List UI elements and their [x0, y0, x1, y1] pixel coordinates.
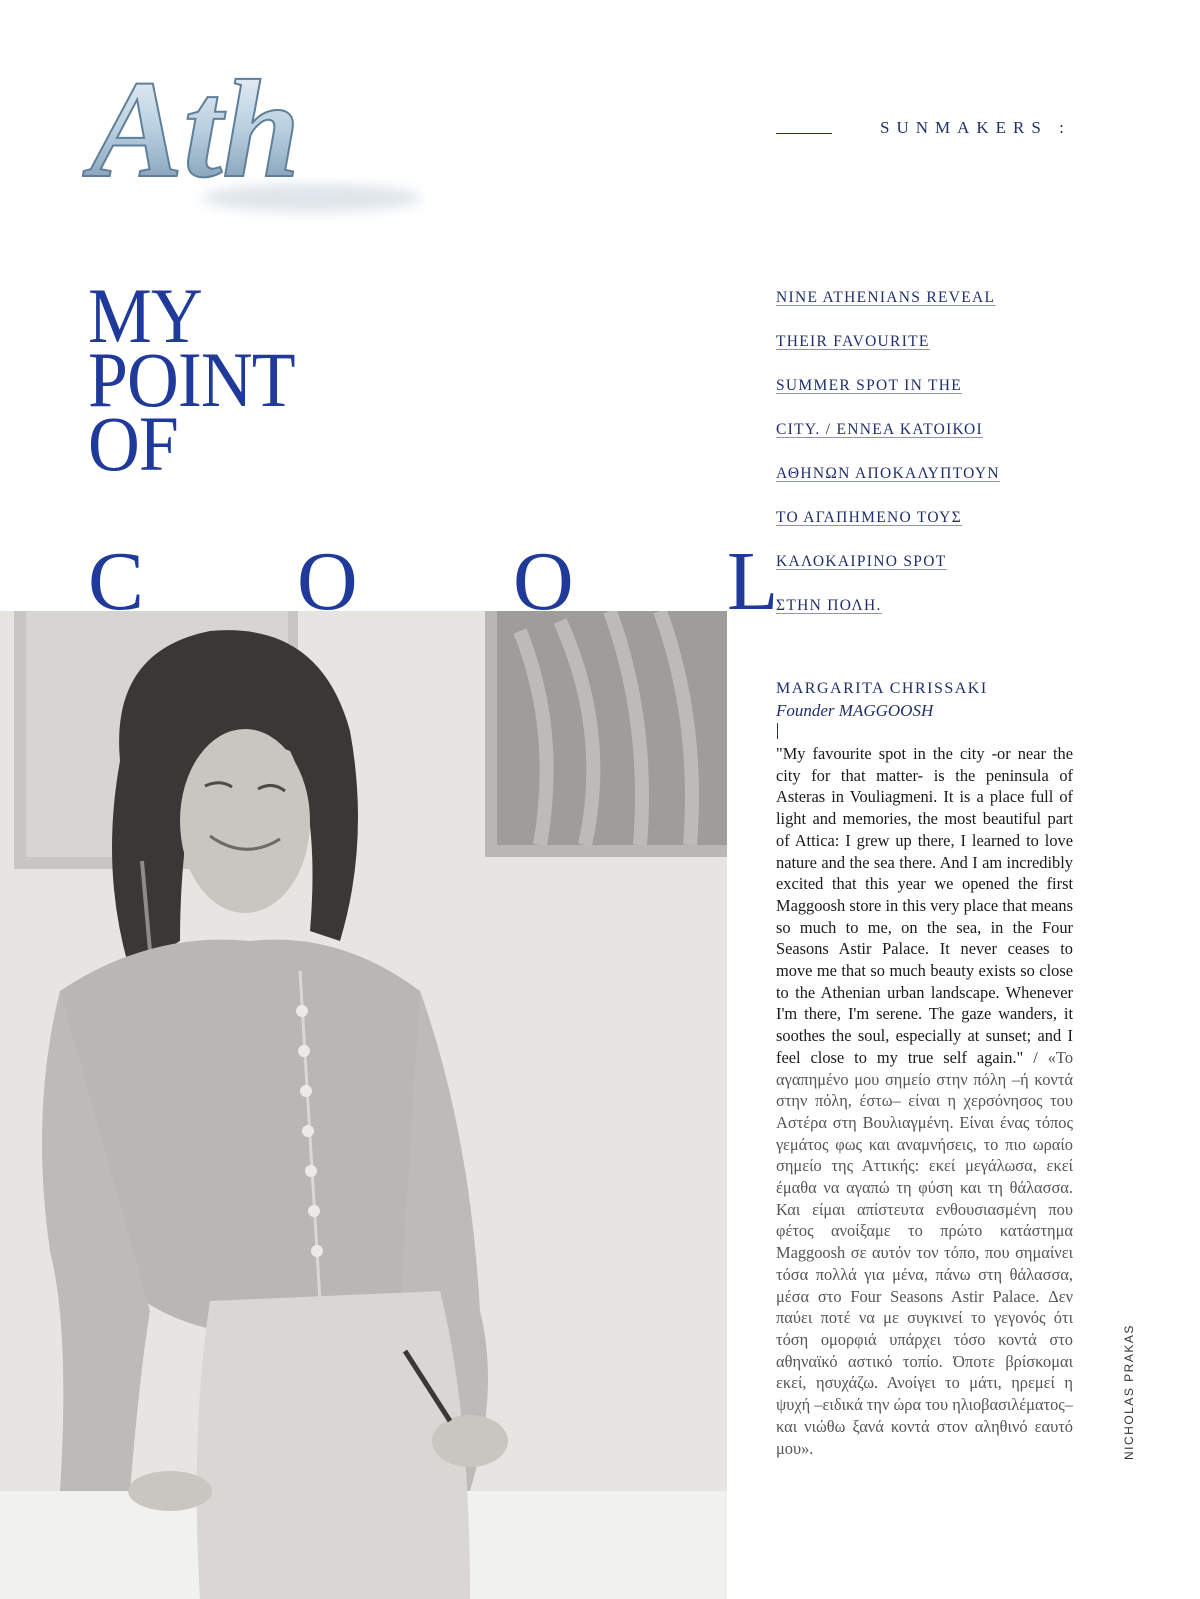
headline-line: POINT [88, 336, 295, 423]
deck-line: ΑΘΗΝΩΝ ΑΠΟΚΑΛΥΠΤΟΥΝ [776, 465, 1000, 482]
headline [88, 272, 295, 487]
deck-line: ΚΑΛΟΚΑΙΡΙΝΟ SPOT [776, 553, 947, 570]
cool-letter: O [513, 535, 574, 628]
deck-line: ΤΟ ΑΓΑΠΗΜΕΝΟ ΤΟΥΣ [776, 509, 962, 526]
section-kicker: SUNMAKERS : [880, 118, 1071, 137]
divider [777, 723, 778, 739]
headline-line: OF [88, 400, 178, 487]
body-copy [776, 743, 1073, 1459]
ath-logo [82, 48, 427, 228]
person-name: MARGARITA CHRISSAKI [776, 680, 988, 697]
deck-line: THEIR FAVOURITE [776, 333, 930, 350]
headline-line: MY [88, 272, 202, 359]
deck-line: SUMMER SPOT IN THE [776, 377, 963, 394]
cool-letter: O [297, 535, 358, 628]
deck [776, 287, 1036, 639]
portrait-photo [0, 611, 727, 1599]
cool-letter: C [88, 535, 145, 628]
photo-credit: NICHOLAS PRAKAS [1122, 1324, 1136, 1460]
deck-line: CITY. / ΕΝΝΕΑ ΚΑΤΟΙΚΟΙ [776, 421, 983, 438]
svg-text:Ath: Ath [90, 52, 301, 207]
quote-english: "My favourite spot in the city -or near the city for that matter- is the peninsula of Asteras in Vouliagmeni. It is a place full of light and memories, the most beautiful part of Attica: I grew up there, I learned to love nature and the sea there. And I am incredibly excited that this year we opened the first Maggoosh store in this very place that means so much to me, on the sea, in the Four Seasons Astir Palace. It never ceases to move me that so much beauty exists so close to the Athenian urban landscape. Whenever I'm there, I'm serene. The gaze wanders, it soothes the soul, especially at sunset; and I feel close to my true self again." [776, 744, 1073, 1067]
cool-letter: L [727, 535, 779, 628]
deck-line: ΣΤΗΝ ΠΟΛΗ. [776, 597, 882, 614]
kicker-rule [776, 133, 832, 134]
language-separator: / [1033, 1047, 1038, 1067]
person-title: Founder MAGGOOSH [776, 701, 934, 720]
deck-line: NINE ATHENIANS REVEAL [776, 289, 996, 306]
quote-greek: «Το αγαπημένο μου σημείο στην πόλη –ή κοντά στην πόλη, έστω– είναι η χερσόνησος του Αστέρα στη Βουλιαγμένη. Είναι ένας τόπος γεμάτος φως και αναμνήσεις, το πιο ωραίο σημείο της Αττικής: εκεί μεγάλωσα, εκεί έμαθα να αγαπώ τη φύση και τη θάλασσα. Και είμαι απίστευτα ενθουσιασμένη που φέτος ανοίξαμε το πρώτο κατάστημα Maggoosh σε αυτόν τον τόπο, που σημαίνει τόσα πολλά για μένα, πάνω στη θάλασσα, μέσα στο Four Seasons Astir Palace. Δεν παύει ποτέ να με συγκινεί το γεγονός ότι τόση ομορφιά υπάρχει τόσο κοντά στο αθηναϊκό αστικό τοπίο. Όποτε βρίσκομαι εκεί, ησυχάζω. Ανοίγει το μάτι, ηρεμεί η ψυχή –ειδικά την ώρα του ηλιοβασιλέματος– και νιώθω ξανά κοντά στον αληθινό εαυτό μου». [776, 1047, 1074, 1458]
